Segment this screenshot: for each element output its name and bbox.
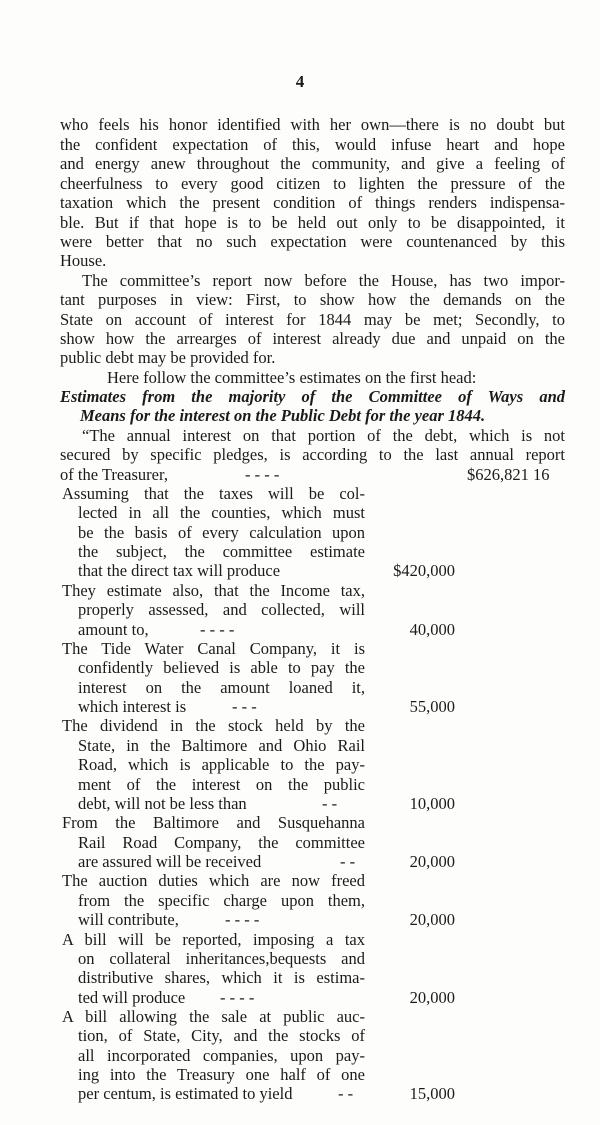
item-line: per centum, is estimated to yield (78, 1084, 293, 1103)
body-line: tant purposes in view: First, to show how the demands on the (60, 290, 565, 309)
item-line: tion, of State, City, and the stocks of (78, 1026, 365, 1045)
item-amount: 15,000 (409, 1084, 455, 1103)
item-line: Rail Road Company, the committee (78, 833, 365, 852)
item-amount: 20,000 (409, 988, 455, 1007)
item-line: on collateral inheritances,bequests and (78, 949, 365, 968)
item-line: A bill allowing the sale at public auc- (62, 1007, 365, 1026)
item-line: interest on the amount loaned it, (78, 678, 365, 697)
dot-leaders: - - - (232, 697, 257, 716)
item-amount: 40,000 (409, 620, 455, 639)
item-line: confidently believed is able to pay the (78, 658, 365, 677)
item-line: debt, will not be less than (78, 794, 247, 813)
dot-leaders: - - - - (225, 910, 260, 929)
item-amount: 20,000 (409, 852, 455, 871)
body-line: The committee’s report now before the House, has two impor- (82, 271, 565, 290)
item-line: The Tide Water Canal Company, it is (62, 639, 365, 658)
treasurer-total: $626,821 16 (467, 465, 550, 484)
item-line: are assured will be received (78, 852, 262, 871)
page-number: 4 (295, 72, 305, 91)
body-line: cheerfulness to every good citizen to lighten the pressure of the (60, 174, 565, 193)
item-amount: 10,000 (409, 794, 455, 813)
dot-leaders: - - - - (200, 620, 235, 639)
body-line: State on account of interest for 1844 may be met; Secondly, to (60, 310, 565, 329)
estimates-heading: Estimates from the majority of the Committee of Ways and (60, 387, 565, 406)
quote-line: secured by specific pledges, is according to the last annual report (60, 445, 565, 464)
dot-leaders: - - (338, 1084, 354, 1103)
item-line: from the specific charge upon them, (78, 891, 365, 910)
item-line: lected in all the counties, which must (78, 503, 365, 522)
body-line: ble. But if that hope is to be held out only to be disappointed, it (60, 213, 565, 232)
body-line: and energy anew throughout the community, and give a feeling of (60, 154, 565, 173)
item-amount: 20,000 (409, 910, 455, 929)
body-line: taxation which the present condition of things renders indispensa- (60, 193, 565, 212)
body-line: the confident expectation of this, would infuse heart and hope (60, 135, 565, 154)
item-line: the subject, the committee estimate (78, 542, 365, 561)
item-line: all incorporated companies, upon pay- (78, 1046, 365, 1065)
body-line: were better that no such expectation were countenanced by this (60, 232, 565, 251)
item-line: Assuming that the taxes will be col- (62, 484, 365, 503)
dot-leaders: - - - - (245, 465, 280, 484)
item-line: which interest is (78, 697, 187, 716)
item-line: will contribute, (78, 910, 179, 929)
item-line: ing into the Treasury one half of one (78, 1065, 365, 1084)
item-line: The auction duties which are now freed (62, 871, 365, 890)
body-line: House. (60, 251, 107, 270)
item-line: be the basis of every calculation upon (78, 523, 365, 542)
item-line: Road, which is applicable to the pay- (78, 755, 365, 774)
item-line: distributive shares, which it is estima- (78, 968, 365, 987)
item-amount: $420,000 (393, 561, 455, 580)
item-amount: 55,000 (409, 697, 455, 716)
quote-line: of the Treasurer, (60, 465, 168, 484)
item-line: State, in the Baltimore and Ohio Rail (78, 736, 365, 755)
estimates-heading: Means for the interest on the Public Debt for the year 1844. (80, 406, 486, 425)
quote-line: “The annual interest on that portion of the debt, which is not (82, 426, 565, 445)
item-line: The dividend in the stock held by the (62, 716, 365, 735)
item-line: amount to, (78, 620, 149, 639)
dot-leaders: - - - - (220, 988, 255, 1007)
item-line: From the Baltimore and Susquehanna (62, 813, 365, 832)
item-line: They estimate also, that the Income tax, (62, 581, 365, 600)
intro-line: Here follow the committee’s estimates on the first head: (107, 368, 477, 387)
item-line: that the direct tax will produce (78, 561, 281, 580)
item-line: ted will produce (78, 988, 186, 1007)
item-line: properly assessed, and collected, will (78, 600, 365, 619)
item-line: ment of the interest on the public (78, 775, 365, 794)
item-line: A bill will be reported, imposing a tax (62, 930, 365, 949)
dot-leaders: - - (340, 852, 356, 871)
dot-leaders: - - (322, 794, 338, 813)
body-line: who feels his honor identified with her own—there is no doubt but (60, 115, 565, 134)
body-line: show how the arrearges of interest already due and unpaid on the (60, 329, 565, 348)
body-line: public debt may be provided for. (60, 348, 276, 367)
